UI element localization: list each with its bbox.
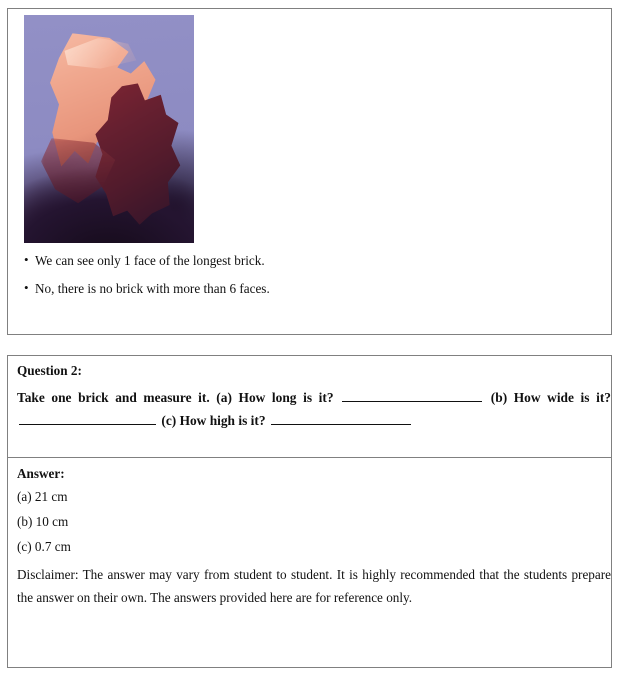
photo-background <box>24 15 194 243</box>
disclaimer-text: Disclaimer: The answer may vary from student to student. It is highly recommended that the students prepare the answer on their own. The answers provided here are for reference only. <box>17 567 611 605</box>
answer-bullet-2: • No, there is no brick with more than 6 faces. <box>24 280 584 298</box>
question-part-a: (a) How long is it? <box>216 390 334 405</box>
brick-photo <box>24 15 194 243</box>
answer-blank-a[interactable] <box>342 388 482 402</box>
answer-list <box>17 490 611 566</box>
question-intro: Take one brick and measure it. <box>17 390 210 405</box>
answer-blank-c[interactable] <box>271 411 411 425</box>
question-part-c: (c) How high is it? <box>161 413 266 429</box>
answer-bullet-1: • We can see only 1 face of the longest brick. <box>24 252 584 270</box>
question-text <box>17 386 611 432</box>
question-part-b: (b) How wide is it? <box>490 390 611 405</box>
section-divider <box>8 457 611 458</box>
answer-item-a: (a) 21 cm <box>17 489 68 504</box>
question-2-box <box>7 355 612 668</box>
answer-blank-b[interactable] <box>19 411 156 425</box>
question-label: Question 2: <box>17 363 82 378</box>
answer-item-b: (b) 10 cm <box>17 514 69 530</box>
answer-item-c: (c) 0.7 cm <box>17 539 71 555</box>
answer-bullet-list <box>24 252 584 308</box>
answer-label: Answer: <box>17 466 65 481</box>
answer-box-previous-question <box>7 8 612 335</box>
